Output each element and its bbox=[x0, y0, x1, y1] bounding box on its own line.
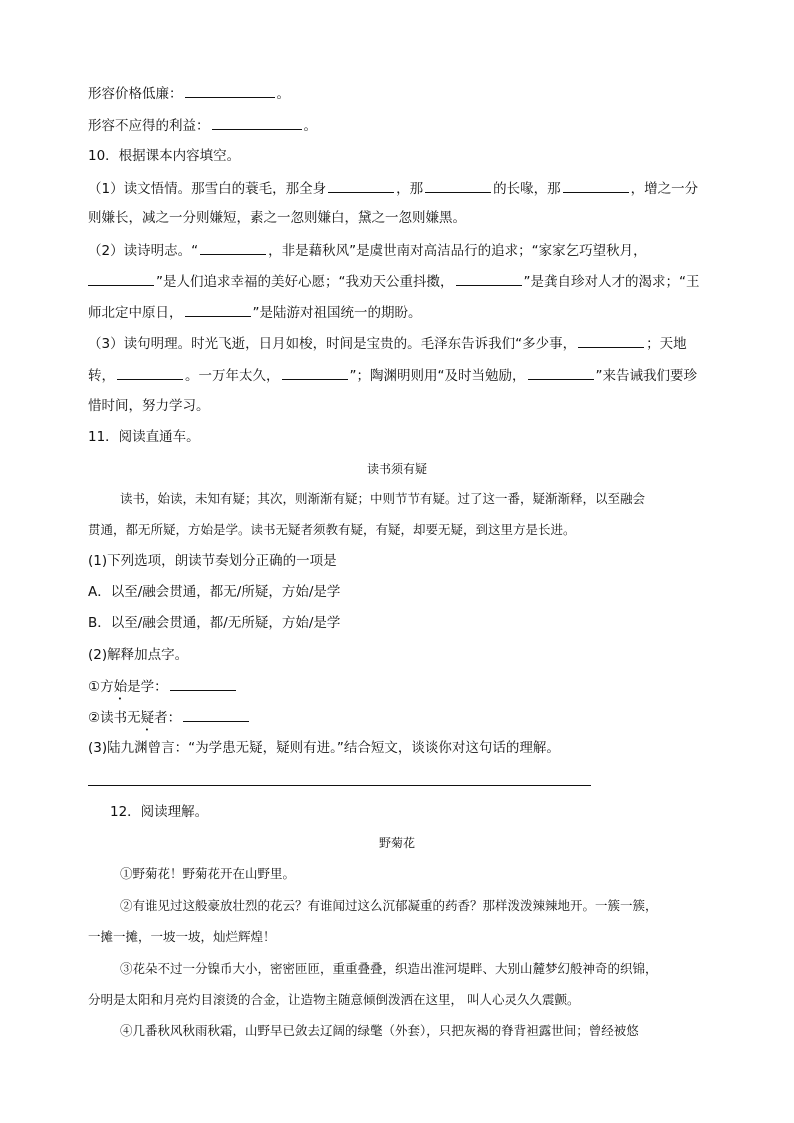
answer-blank[interactable] bbox=[183, 707, 249, 722]
subquestion-1: (1)下列选项，朗读节奏划分正确的一项是 bbox=[88, 553, 337, 569]
q10-part2-line3: 师北定中原日， ”是陆游对祖国统一的期盼。 bbox=[88, 302, 422, 323]
q10-part1-line1: （1）读文悟情。那雪白的蓑毛，那全身 ，那 的长喙，那 ，增之一分 bbox=[88, 178, 698, 199]
q10-part3-line2: 转， 。一万年太久， ”；陶渊明则用“及时当勉励， ”来告诫我们要珍 bbox=[88, 365, 697, 386]
passage-paragraph: 分明是太阳和月亮灼目滚烫的合金，让造物主随意倾倒泼洒在这里， 叫人心灵久久震颤。 bbox=[88, 992, 580, 1007]
passage-title: 野菊花 bbox=[378, 836, 415, 850]
q10-part2-line2: ”是人们追求幸福的美好心愿；“我劝天公重抖擞， ”是龚自珍对人才的渴求；“王 bbox=[88, 271, 700, 292]
answer-blank[interactable] bbox=[88, 271, 154, 286]
answer-blank[interactable] bbox=[212, 115, 302, 130]
q10-part3-line1: （3）读句明理。时光飞逝，日月如梭，时间是宝贵的。毛泽东告诉我们“多少事， ；天地 bbox=[88, 333, 687, 354]
answer-blank[interactable] bbox=[425, 178, 491, 193]
question-12-heading: 12．阅读理解。 bbox=[110, 804, 209, 820]
answer-blank[interactable] bbox=[563, 178, 629, 193]
dotted-character: 始 bbox=[113, 679, 128, 695]
dotted-character: 疑 bbox=[140, 710, 155, 726]
prompt-text: 形容价格低廉： bbox=[88, 86, 183, 102]
answer-blank[interactable] bbox=[456, 271, 522, 286]
answer-blank[interactable] bbox=[578, 333, 644, 348]
answer-blank[interactable] bbox=[282, 365, 348, 380]
prompt-text: 形容不应得的利益： bbox=[88, 118, 210, 134]
passage-paragraph: 贯通，都无所疑，方始是学。读书无疑者须教有疑，有疑，却要无疑，到这里方是长进。 bbox=[88, 522, 576, 537]
subquestion-2-item-2: ②读书无疑者： bbox=[88, 707, 251, 734]
passage-paragraph: ②有谁见过这般豪放壮烈的花云？有谁闻过这么沉郁凝重的药香？那样泼泼辣辣地开。一簇一簇， bbox=[120, 898, 658, 913]
answer-blank[interactable] bbox=[200, 240, 266, 255]
line-low-price: 形容价格低廉： 。 bbox=[88, 83, 290, 104]
passage-paragraph: 一摊一摊，一坡一坡，灿烂辉煌！ bbox=[88, 929, 276, 944]
option-b[interactable]: B．以至/融会贯通，都/无所疑，方始/是学 bbox=[88, 615, 341, 631]
answer-line[interactable] bbox=[88, 785, 591, 786]
passage-paragraph: ①野菊花！野菊花开在山野里。 bbox=[120, 866, 296, 881]
passage-paragraph: ④几番秋风秋雨秋霜，山野早已敛去辽阔的绿氅（外套），只把灰褐的脊背袒露世间；曾经被悠 bbox=[120, 1023, 639, 1038]
passage-title: 读书须有疑 bbox=[366, 462, 427, 476]
line-undeserved-gain: 形容不应得的利益： 。 bbox=[88, 115, 317, 136]
q10-part1-line2: 则嫌长，减之一分则嫌短，素之一忽则嫌白，黛之一忽则嫌黑。 bbox=[88, 210, 466, 226]
subquestion-3: (3)陆九渊曾言：“为学患无疑，疑则有进。”结合短文，谈谈你对这句话的理解。 bbox=[88, 740, 560, 756]
passage-paragraph: ③花朵不过一分镍币大小，密密匝匝，重重叠叠，织造出淮河堤畔、大别山麓梦幻般神奇的织锦， bbox=[120, 961, 658, 976]
subquestion-2-item-1: ①方始是学： bbox=[88, 676, 238, 703]
answer-blank[interactable] bbox=[528, 365, 594, 380]
subquestion-2: (2)解释加点字。 bbox=[88, 647, 189, 663]
answer-blank[interactable] bbox=[328, 178, 394, 193]
option-a[interactable]: A．以至/融会贯通，都无/所疑，方始/是学 bbox=[88, 584, 341, 600]
answer-blank[interactable] bbox=[170, 676, 236, 691]
question-10-heading: 10．根据课本内容填空。 bbox=[88, 148, 241, 164]
answer-blank[interactable] bbox=[185, 302, 251, 317]
answer-blank[interactable] bbox=[185, 83, 275, 98]
q10-part2-line1: （2）读诗明志。“ ，非是藉秋风”是虞世南对高洁品行的追求；“家家乞巧望秋月， bbox=[88, 240, 647, 261]
question-11-heading: 11．阅读直通车。 bbox=[88, 429, 200, 445]
answer-blank[interactable] bbox=[117, 365, 183, 380]
passage-paragraph: 读书，始读，未知有疑；其次，则渐渐有疑；中则节节有疑。过了这一番，疑渐渐释，以至融会 bbox=[120, 491, 646, 506]
q10-part3-line3: 惜时间，努力学习。 bbox=[88, 398, 210, 414]
